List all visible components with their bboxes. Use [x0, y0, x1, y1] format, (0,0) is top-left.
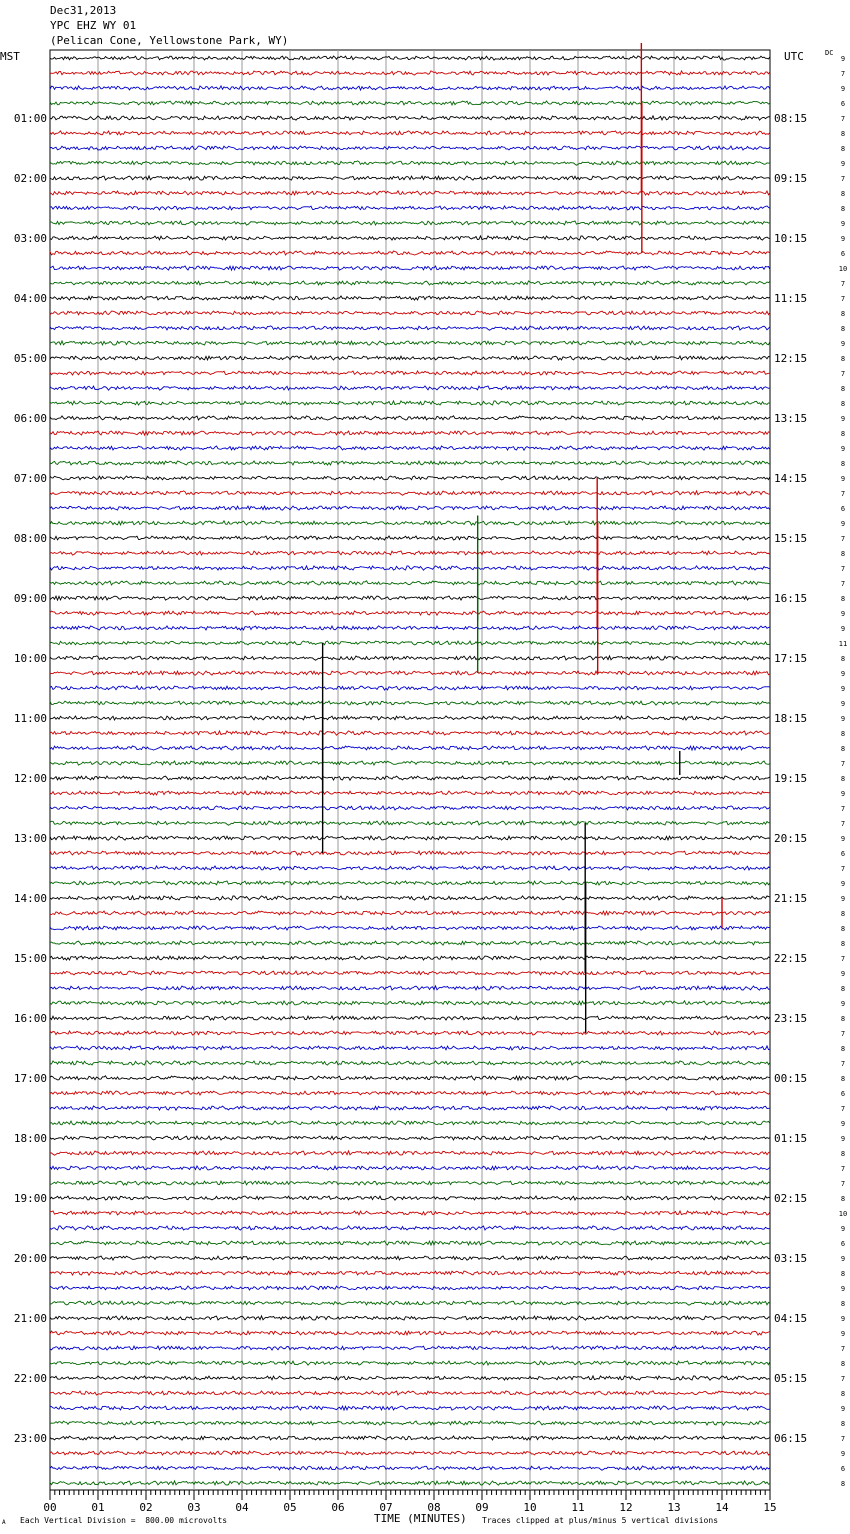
trace-line [50, 371, 770, 375]
dc-offset-value: 7 [840, 1165, 846, 1173]
left-hour-label: 12:00 [13, 772, 47, 785]
dc-offset-value: 9 [840, 85, 846, 93]
right-hour-label: 08:15 [774, 112, 808, 125]
trace-line [50, 1316, 770, 1320]
right-hour-label: 03:15 [774, 1252, 808, 1265]
dc-offset-value: 7 [840, 1030, 846, 1038]
trace-line [50, 1256, 770, 1260]
dc-offset-value: 9 [840, 1405, 846, 1413]
trace-line [50, 86, 770, 90]
right-timezone: UTC [784, 50, 804, 63]
trace-line [50, 656, 770, 660]
dc-offset-value: 9 [840, 1330, 846, 1338]
dc-offset-value: 9 [840, 1000, 846, 1008]
trace-line [50, 1166, 770, 1170]
dc-offset-value: 8 [840, 325, 846, 333]
trace-line [50, 1286, 770, 1290]
trace-line [50, 191, 770, 195]
right-hour-label: 09:15 [774, 172, 808, 185]
station-code: YPC EHZ WY 01 [50, 19, 137, 32]
left-hour-label: 05:00 [13, 352, 47, 365]
trace-line [50, 1076, 770, 1080]
x-tick-label: 04 [235, 1501, 249, 1514]
dc-offset-value: 9 [840, 895, 846, 903]
right-hour-label: 01:15 [774, 1132, 808, 1145]
trace-line [50, 356, 770, 360]
dc-offset-value: 8 [840, 145, 846, 153]
trace-line [50, 386, 770, 390]
dc-offset-value: 9 [840, 160, 846, 168]
dc-offset-value: 8 [840, 595, 846, 603]
dc-offset-value: 8 [840, 430, 846, 438]
trace-line [50, 1481, 770, 1485]
left-hour-label: 23:00 [13, 1432, 47, 1445]
dc-offset-value: 9 [840, 55, 846, 63]
dc-offset-value: 7 [840, 1345, 846, 1353]
plot-date: Dec31,2013 [50, 4, 117, 17]
dc-offset-value: 6 [840, 1240, 846, 1248]
trace-line [50, 1001, 770, 1005]
x-tick-label: 15 [763, 1501, 777, 1514]
dc-offset-value: 9 [840, 220, 846, 228]
dc-offset-value: 7 [840, 175, 846, 183]
trace-line [50, 1151, 770, 1155]
x-axis-title: TIME (MINUTES) [374, 1512, 467, 1525]
dc-offset-value: 7 [840, 1060, 846, 1068]
right-hour-label: 19:15 [774, 772, 808, 785]
trace-line [50, 1361, 770, 1365]
trace-line [50, 1241, 770, 1245]
trace-line [50, 206, 770, 210]
trace-line [50, 1061, 770, 1065]
x-tick-label: 12 [619, 1501, 633, 1514]
right-hour-label: 04:15 [774, 1312, 808, 1325]
left-hour-label: 20:00 [13, 1252, 47, 1265]
trace-line [50, 1046, 770, 1050]
dc-offset-value: 7 [840, 580, 846, 588]
x-tick-label: 08 [427, 1501, 441, 1514]
left-hour-label: 15:00 [13, 952, 47, 965]
dc-offset-value: 9 [840, 235, 846, 243]
dc-offset-value: 9 [840, 610, 846, 618]
left-hour-label: 19:00 [13, 1192, 47, 1205]
dc-offset-value: 7 [840, 295, 846, 303]
dc-offset-value: 9 [840, 715, 846, 723]
dc-offset-value: 8 [840, 460, 846, 468]
right-hour-label: 23:15 [774, 1012, 808, 1025]
dc-offset-value: 6 [840, 505, 846, 513]
trace-line [50, 431, 770, 435]
trace-line [50, 806, 770, 810]
dc-offset-value: 7 [840, 280, 846, 288]
clip-note: Traces clipped at plus/minus 5 vertical divisions [482, 1516, 719, 1525]
left-hour-label: 14:00 [13, 892, 47, 905]
dc-offset-value: 8 [840, 1195, 846, 1203]
trace-line [50, 1226, 770, 1230]
dc-offset-value: 9 [840, 1225, 846, 1233]
dc-offset-value: 9 [840, 880, 846, 888]
trace-line [50, 1466, 770, 1470]
x-tick-label: 00 [43, 1501, 57, 1514]
dc-offset-value: 9 [840, 1255, 846, 1263]
dc-offset-value: 9 [840, 700, 846, 708]
dc-offset-value: 8 [840, 130, 846, 138]
dc-offset-value: 10 [838, 1210, 848, 1218]
trace-line [50, 956, 770, 960]
dc-offset-value: 6 [840, 1465, 846, 1473]
left-hour-label: 10:00 [13, 652, 47, 665]
dc-offset-value: 9 [840, 835, 846, 843]
dc-offset-value: 8 [840, 655, 846, 663]
trace-line [50, 896, 770, 900]
left-hour-label: 21:00 [13, 1312, 47, 1325]
trace-line [50, 551, 770, 555]
trace-line [50, 1136, 770, 1140]
trace-line [50, 1106, 770, 1110]
right-hour-label: 21:15 [774, 892, 808, 905]
dc-offset-value: 7 [840, 955, 846, 963]
x-tick-label: 07 [379, 1501, 393, 1514]
right-hour-label: 22:15 [774, 952, 808, 965]
scale-mark: A [2, 1519, 6, 1526]
trace-line [50, 881, 770, 885]
right-hour-label: 20:15 [774, 832, 808, 845]
trace-line [50, 1031, 770, 1035]
trace-line [50, 821, 770, 825]
vertical-scale-note: Each Vertical Division = 800.00 microvolts [20, 1516, 228, 1525]
dc-offset-value: 8 [840, 985, 846, 993]
dc-offset-value: 8 [840, 1360, 846, 1368]
trace-line [50, 1196, 770, 1200]
right-hour-label: 13:15 [774, 412, 808, 425]
left-hour-label: 18:00 [13, 1132, 47, 1145]
dc-offset-value: 9 [840, 970, 846, 978]
trace-line [50, 71, 770, 75]
right-hour-label: 18:15 [774, 712, 808, 725]
x-tick-label: 10 [523, 1501, 537, 1514]
trace-line [50, 581, 770, 585]
x-tick-label: 03 [187, 1501, 201, 1514]
dc-offset-value: 9 [840, 340, 846, 348]
trace-line [50, 1301, 770, 1305]
right-hour-label: 05:15 [774, 1372, 808, 1385]
dc-offset-value: 8 [840, 550, 846, 558]
dc-offset-value: 9 [840, 1315, 846, 1323]
trace-line [50, 941, 770, 945]
trace-line [50, 236, 770, 240]
dc-offset-value: 7 [840, 70, 846, 78]
dc-offset-value: 8 [840, 940, 846, 948]
trace-line [50, 131, 770, 135]
trace-line [50, 1451, 770, 1455]
trace-line [50, 401, 770, 405]
dc-offset-value: 9 [840, 1120, 846, 1128]
dc-offset-value: 9 [840, 520, 846, 528]
trace-line [50, 716, 770, 720]
dc-offset-value: 10 [838, 265, 848, 273]
trace-line [50, 926, 770, 930]
trace-line [50, 686, 770, 690]
trace-line [50, 761, 770, 765]
right-hour-label: 17:15 [774, 652, 808, 665]
trace-line [50, 1091, 770, 1095]
trace-line [50, 326, 770, 330]
dc-offset-value: 9 [840, 625, 846, 633]
trace-line [50, 1016, 770, 1020]
trace-line [50, 1421, 770, 1425]
trace-line [50, 266, 770, 270]
left-hour-label: 16:00 [13, 1012, 47, 1025]
trace-line [50, 986, 770, 990]
trace-line [50, 671, 770, 675]
dc-offset-value: 7 [840, 760, 846, 768]
trace-line [50, 1406, 770, 1410]
x-tick-label: 06 [331, 1501, 345, 1514]
right-hour-label: 15:15 [774, 532, 808, 545]
x-tick-label: 11 [571, 1501, 585, 1514]
trace-line [50, 281, 770, 285]
trace-line [50, 791, 770, 795]
dc-offset-value: 8 [840, 205, 846, 213]
trace-line [50, 1181, 770, 1185]
x-tick-label: 13 [667, 1501, 681, 1514]
trace-line [50, 476, 770, 480]
trace-line [50, 851, 770, 855]
dc-offset-value: 9 [840, 415, 846, 423]
x-tick-label: 14 [715, 1501, 729, 1514]
dc-offset-value: 6 [840, 250, 846, 258]
x-tick-label: 05 [283, 1501, 297, 1514]
trace-line [50, 296, 770, 300]
trace-line [50, 161, 770, 165]
dc-offset-value: 8 [840, 1390, 846, 1398]
trace-line [50, 1271, 770, 1275]
dc-offset-value: 7 [840, 1435, 846, 1443]
dc-offset-value: 9 [840, 1450, 846, 1458]
right-hour-label: 16:15 [774, 592, 808, 605]
trace-line [50, 1376, 770, 1380]
trace-line [50, 971, 770, 975]
right-hour-label: 00:15 [774, 1072, 808, 1085]
left-hour-label: 08:00 [13, 532, 47, 545]
dc-offset-value: 7 [840, 1375, 846, 1383]
dc-offset-value: 8 [840, 1480, 846, 1488]
dc-offset-value: 7 [840, 1180, 846, 1188]
left-hour-label: 01:00 [13, 112, 47, 125]
left-hour-label: 03:00 [13, 232, 47, 245]
right-hour-label: 06:15 [774, 1432, 808, 1445]
dc-offset-value: 7 [840, 820, 846, 828]
dc-offset-value: 8 [840, 1045, 846, 1053]
right-hour-label: 10:15 [774, 232, 808, 245]
right-hour-label: 11:15 [774, 292, 808, 305]
x-tick-label: 09 [475, 1501, 489, 1514]
left-hour-label: 06:00 [13, 412, 47, 425]
trace-line [50, 56, 770, 60]
left-hour-label: 17:00 [13, 1072, 47, 1085]
left-hour-label: 02:00 [13, 172, 47, 185]
dc-offset-value: 7 [840, 565, 846, 573]
station-location: (Pelican Cone, Yellowstone Park, WY) [50, 34, 289, 47]
dc-offset-value: 11 [838, 640, 848, 648]
trace-line [50, 146, 770, 150]
dc-offset-value: 8 [840, 1075, 846, 1083]
dc-offset-value: 8 [840, 910, 846, 918]
trace-line [50, 1391, 770, 1395]
dc-offset-value: 8 [840, 400, 846, 408]
trace-line [50, 836, 770, 840]
dc-offset-value: 9 [840, 1285, 846, 1293]
trace-line [50, 506, 770, 510]
trace-line [50, 461, 770, 465]
trace-line [50, 866, 770, 870]
dc-offset-value: 8 [840, 745, 846, 753]
left-timezone: MST [0, 50, 20, 63]
trace-line [50, 1436, 770, 1440]
dc-offset-value: 8 [840, 310, 846, 318]
dc-offset-value: 7 [840, 490, 846, 498]
trace-line [50, 611, 770, 615]
dc-offset-value: 7 [840, 1105, 846, 1113]
dc-offset-value: 8 [840, 190, 846, 198]
trace-line [50, 521, 770, 525]
right-hour-label: 14:15 [774, 472, 808, 485]
trace-line [50, 491, 770, 495]
dc-offset-value: 9 [840, 475, 846, 483]
trace-line [50, 596, 770, 600]
dc-offset-value: 9 [840, 790, 846, 798]
trace-line [50, 116, 770, 120]
dc-offset-value: 9 [840, 1135, 846, 1143]
dc-offset-value: 6 [840, 100, 846, 108]
trace-line [50, 566, 770, 570]
trace-line [50, 176, 770, 180]
left-hour-label: 22:00 [13, 1372, 47, 1385]
trace-line [50, 311, 770, 315]
x-tick-label: 02 [139, 1501, 153, 1514]
right-hour-label: 02:15 [774, 1192, 808, 1205]
trace-line [50, 221, 770, 225]
dc-offset-value: 8 [840, 925, 846, 933]
dc-offset-value: 8 [840, 730, 846, 738]
trace-line [50, 626, 770, 630]
trace-line [50, 1121, 770, 1125]
x-tick-label: 01 [91, 1501, 105, 1514]
dc-offset-value: 8 [840, 1150, 846, 1158]
trace-line [50, 641, 770, 645]
dc-offset-value: 7 [840, 535, 846, 543]
trace-line [50, 701, 770, 705]
dc-offset-value: 9 [840, 445, 846, 453]
trace-line [50, 251, 770, 255]
left-hour-label: 09:00 [13, 592, 47, 605]
dc-offset-value: 7 [840, 805, 846, 813]
trace-line [50, 746, 770, 750]
trace-line [50, 1331, 770, 1335]
dc-offset-value: 8 [840, 355, 846, 363]
right-hour-label: 12:15 [774, 352, 808, 365]
dc-offset-value: 6 [840, 1090, 846, 1098]
trace-line [50, 536, 770, 540]
dc-offset-value: 9 [840, 670, 846, 678]
dc-offset-value: 8 [840, 775, 846, 783]
left-hour-label: 13:00 [13, 832, 47, 845]
dc-offset-label: DC [825, 49, 834, 57]
trace-line [50, 776, 770, 780]
trace-line [50, 911, 770, 915]
trace-line [50, 101, 770, 105]
trace-line [50, 731, 770, 735]
dc-offset-value: 7 [840, 370, 846, 378]
trace-line [50, 446, 770, 450]
trace-line [50, 1211, 770, 1215]
trace-line [50, 341, 770, 345]
left-hour-label: 07:00 [13, 472, 47, 485]
dc-offset-value: 8 [840, 385, 846, 393]
dc-offset-value: 8 [840, 1015, 846, 1023]
dc-offset-value: 7 [840, 865, 846, 873]
dc-offset-value: 7 [840, 115, 846, 123]
trace-line [50, 1346, 770, 1350]
dc-offset-value: 8 [840, 1270, 846, 1278]
left-hour-label: 04:00 [13, 292, 47, 305]
dc-offset-value: 8 [840, 1300, 846, 1308]
dc-offset-value: 9 [840, 685, 846, 693]
trace-line [50, 416, 770, 420]
dc-offset-value: 8 [840, 1420, 846, 1428]
dc-offset-value: 6 [840, 850, 846, 858]
left-hour-label: 11:00 [13, 712, 47, 725]
